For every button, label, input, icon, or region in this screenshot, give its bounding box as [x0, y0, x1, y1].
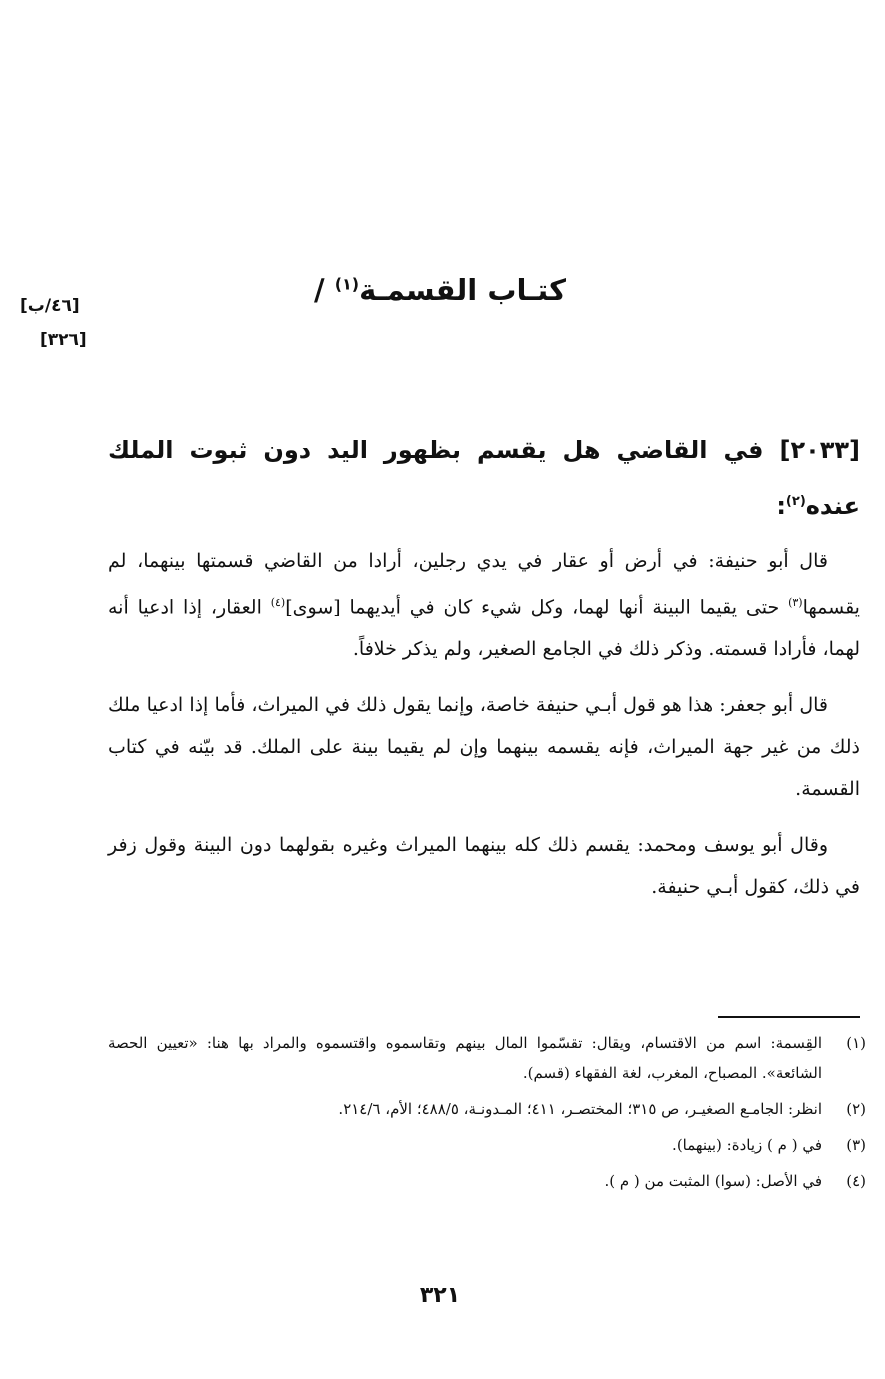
paragraph: وقال أبو يوسف ومحمد: يقسم ذلك كله بينهما الميراث وغيره بقولهما دون البينة وقول زفر في ذلك، كقول أبـي حنيفة. — [108, 834, 860, 899]
footnote-marker: (١) — [334, 274, 360, 294]
footnote — [108, 1166, 866, 1196]
folio-reference: [٤٦/ب] — [20, 296, 80, 316]
book-title-slash: / — [314, 273, 335, 307]
footnote-text: في الأصل: (سوا) المثبت من ( م ). — [604, 1172, 822, 1190]
footnotes — [108, 1028, 866, 1202]
book-title-text: كتـاب القسمـة — [359, 273, 566, 307]
page-number: ٣٢١ — [419, 1283, 461, 1308]
footnote — [108, 1130, 866, 1160]
footnote-number: (٤) — [846, 1172, 866, 1190]
footnote-number: (٣) — [846, 1136, 866, 1154]
paragraph-segment: قال أبو حنيفة: في أرض أو عقار في يدي رجلين، أرادا من القاضي قسمتها بينهما، لم يقسمها — [108, 550, 860, 619]
footnote-marker: (٢) — [785, 494, 806, 509]
footnote-number: (١) — [846, 1034, 866, 1052]
paragraph-segment: حتى يقيما البينة أنها لهما، وكل شيء كان في أيديهما [سوى] — [285, 596, 789, 619]
paragraph: قال أبو جعفر: هذا هو قول أبـي حنيفة خاصة، وإنما يقول ذلك في الميراث، فأما إذا ادعيا ملك ذلك من غير جهة الميراث، فإنه يقسمه بينهما وإن لم يقيما بينة على الملك. قد بيّنه في كتاب القسمة. — [108, 694, 860, 801]
paragraph — [108, 540, 860, 670]
footnote-marker: (٤) — [270, 596, 286, 609]
footnote — [108, 1028, 866, 1088]
book-title — [200, 272, 680, 310]
section-heading — [108, 424, 860, 532]
footnote-text: انظر: الجامـع الصغيـر، ص ٣١٥؛ المختصـر، ٤١١؛ المـدونـة، ٤٨٨/٥؛ الأم، ٢١٤/٦. — [338, 1100, 822, 1118]
footnote-text: القِسمة: اسم من الاقتسام، ويقال: تقسّموا المال بينهم وتقاسموه واقتسموه والمراد بها هنا: «تعيين الحصة الشائعة». المصباح، المغرب، لغة الفقهاء (قسم). — [108, 1034, 822, 1082]
section-heading-colon: : — [776, 492, 786, 520]
main-text — [108, 540, 860, 922]
original-page-reference: [٣٢٦] — [40, 330, 87, 350]
footnote-marker: (٣) — [788, 596, 803, 609]
footnote-text: في ( م ) زيادة: (بينهما). — [672, 1136, 822, 1154]
footnote-separator — [718, 1016, 860, 1018]
paragraph-segment: العقار، إذا ادعيا أنه لهما، فأرادا قسمته. وذكر ذلك في الجامع الصغير، ولم يذكر خلافاً. — [108, 596, 860, 661]
section-heading-text: [٢٠٣٣] في القاضي هل يقسم بظهور اليد دون ثبوت الملك عنده — [108, 436, 860, 520]
footnote — [108, 1094, 866, 1124]
footnote-number: (٢) — [846, 1100, 866, 1118]
